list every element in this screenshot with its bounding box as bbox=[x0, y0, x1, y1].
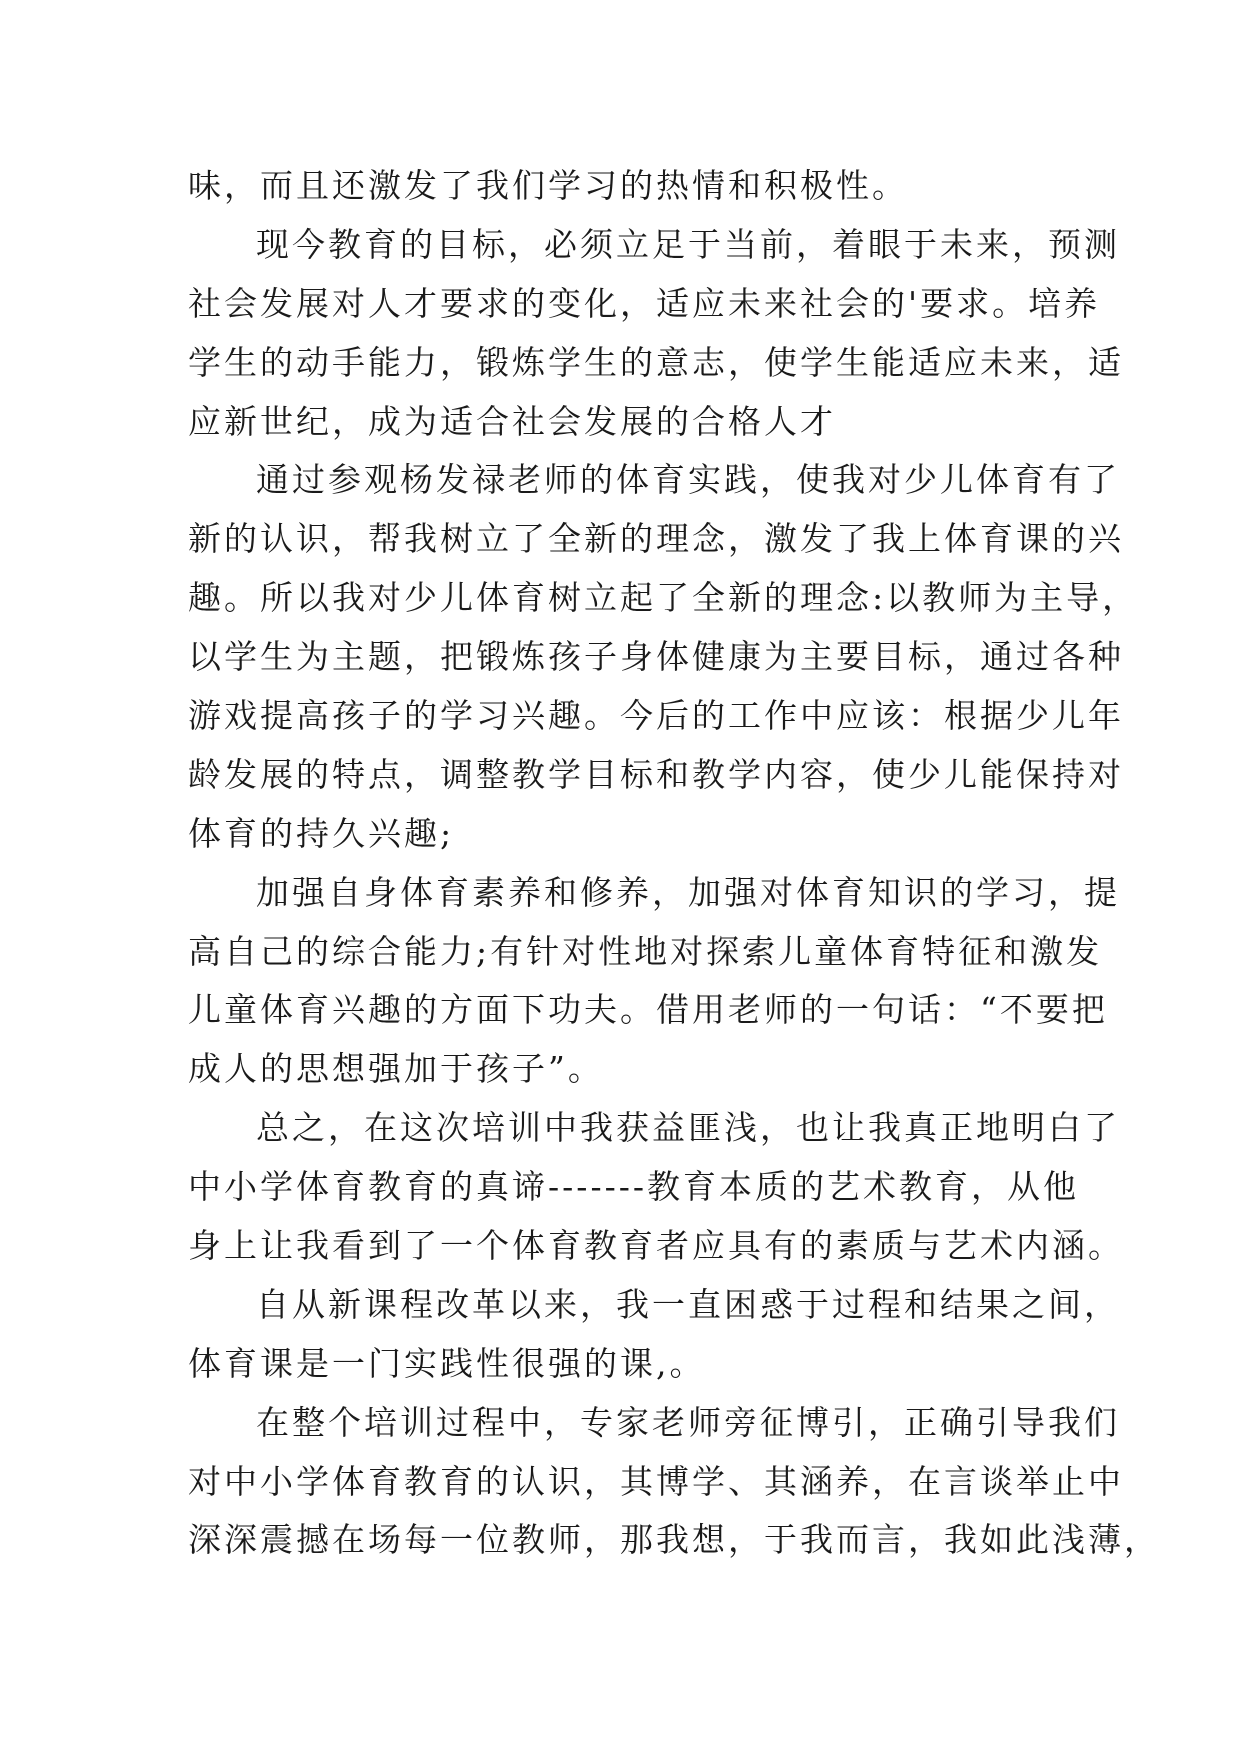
text-line: 总之，在这次培训中我获益匪浅，也让我真正地明白了 bbox=[256, 1108, 1120, 1148]
text-line: 体育的持久兴趣; bbox=[188, 813, 455, 853]
text-line: 高自己的综合能力;有针对性地对探索儿童体育特征和激发 bbox=[188, 931, 1103, 971]
text-line: 加强自身体育素养和修养，加强对体育知识的学习，提 bbox=[256, 872, 1120, 912]
text-line: 成人的思想强加于孩子”。 bbox=[188, 1049, 604, 1089]
text-line: 学生的动手能力，锻炼学生的意志，使学生能适应未来，适 bbox=[188, 342, 1124, 382]
text-line: 以学生为主题，把锻炼孩子身体健康为主要目标，通过各种 bbox=[188, 637, 1124, 677]
text-line: 深深震撼在场每一位教师，那我想，于我而言，我如此浅薄， bbox=[188, 1520, 1160, 1560]
text-line: 儿童体育兴趣的方面下功夫。借用老师的一句话：“不要把 bbox=[188, 990, 1108, 1030]
text-line: 身上让我看到了一个体育教育者应具有的素质与艺术内涵。 bbox=[188, 1226, 1124, 1266]
text-line: 通过参观杨发禄老师的体育实践，使我对少儿体育有了 bbox=[256, 460, 1120, 500]
text-line: 应新世纪，成为适合社会发展的合格人才 bbox=[188, 401, 836, 441]
text-line: 游戏提高孩子的学习兴趣。今后的工作中应该：根据少儿年 bbox=[188, 696, 1124, 736]
text-line: 在整个培训过程中，专家老师旁征博引，正确引导我们 bbox=[256, 1402, 1120, 1442]
text-line: 对中小学体育教育的认识，其博学、其涵养，在言谈举止中 bbox=[188, 1461, 1124, 1501]
text-line: 味，而且还激发了我们学习的热情和积极性。 bbox=[188, 166, 908, 205]
text-line: 龄发展的特点，调整教学目标和教学内容，使少儿能保持对 bbox=[188, 754, 1124, 794]
text-line: 趣。所以我对少儿体育树立起了全新的理念:以教师为主导， bbox=[188, 578, 1139, 618]
text-line: 中小学体育教育的真谛-------教育本质的艺术教育，从他 bbox=[188, 1167, 1080, 1207]
text-line: 现今教育的目标，必须立足于当前，着眼于未来，预测 bbox=[256, 224, 1120, 264]
text-line: 新的认识，帮我树立了全新的理念，激发了我上体育课的兴 bbox=[188, 519, 1124, 559]
body-text bbox=[188, 157, 1160, 1570]
text-line: 社会发展对人才要求的变化，适应未来社会的'要求。培养 bbox=[188, 283, 1101, 323]
text-line: 自从新课程改革以来，我一直困惑于过程和结果之间， bbox=[256, 1284, 1120, 1324]
text-line: 体育课是一门实践性很强的课,。 bbox=[188, 1343, 706, 1383]
